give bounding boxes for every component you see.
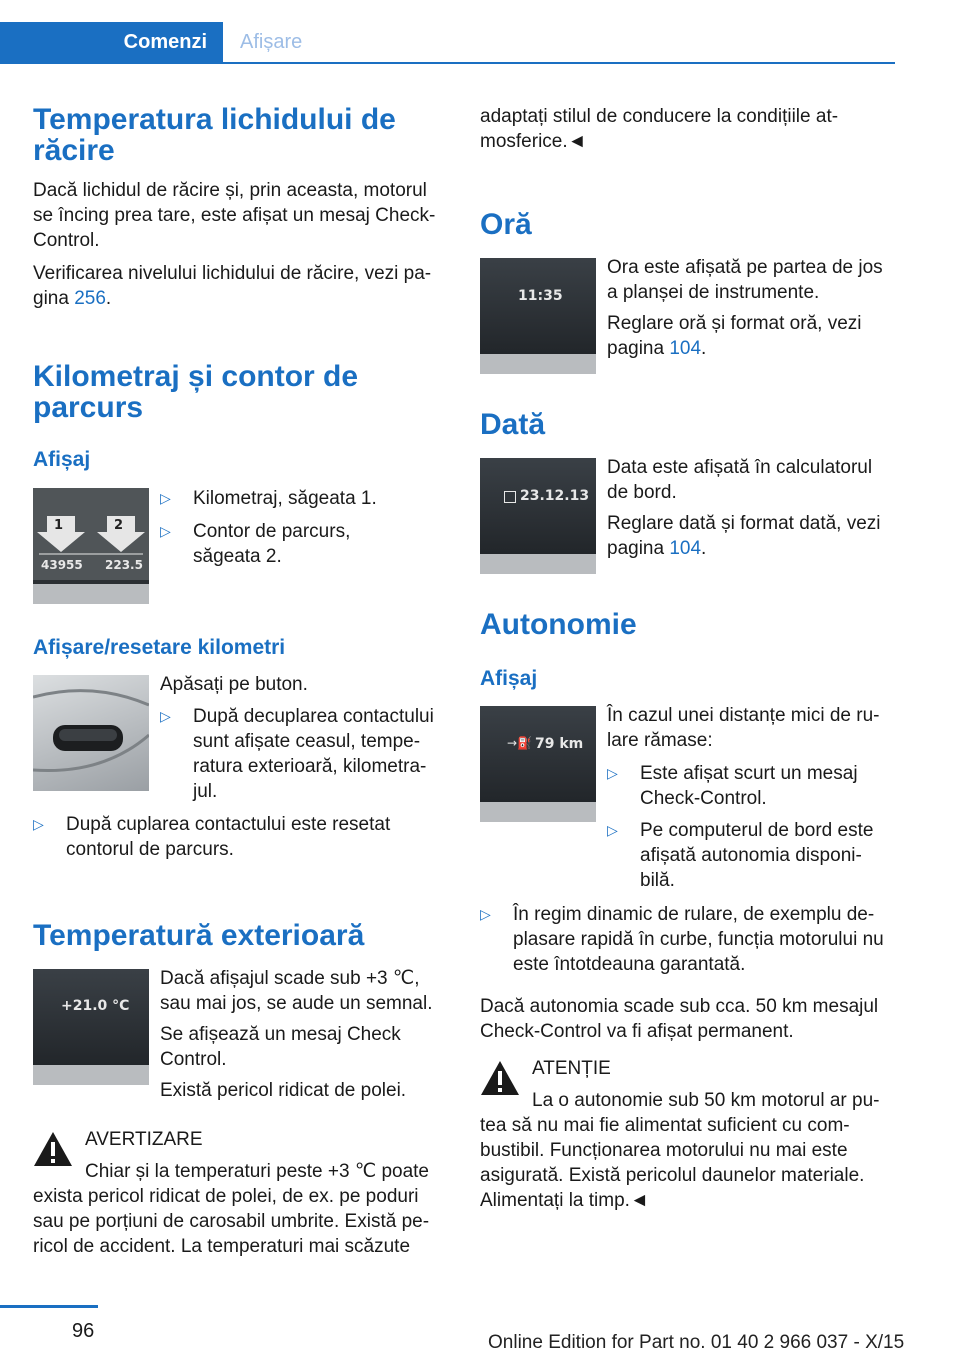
page-link-104[interactable]: 104 [669, 538, 702, 559]
odometer-trip-value: 223.5 [105, 558, 143, 572]
range-text-2: Dacă autonomia scade sub cca. 50 km mesajul Check-Control va fi afișat permanent. [480, 996, 879, 1042]
bullet-triangle-icon: ▷ [160, 490, 171, 506]
outside-temp-title: Temperatură exterioară [33, 919, 365, 952]
arrow-1-label: 1 [54, 518, 64, 533]
page-number: 96 [72, 1320, 95, 1342]
outside-temp-value: +21.0 °C [61, 998, 130, 1014]
odometer-km-value: 43955 [41, 558, 83, 572]
calendar-icon [504, 491, 516, 503]
tab-afisare[interactable]: Afișare [240, 30, 303, 53]
bullet-triangle-icon: ▷ [607, 765, 618, 781]
outside-temp-text-3: Există pericol ridicat de polei. [160, 1080, 407, 1101]
clock-title: Oră [480, 208, 532, 241]
coolant-ref: Verificarea nivelului lichidului de răcire, vezi pa-gina 256. [33, 263, 432, 309]
date-image [480, 458, 596, 574]
clock-image [480, 258, 596, 374]
reset-button-image [33, 675, 149, 791]
range-value: 79 km [535, 736, 584, 752]
bullet-triangle-icon: ▷ [160, 708, 171, 724]
footer-rule [0, 1305, 98, 1308]
warning-continuation: adaptați stilul de conducere la condițiile at-mosferice.◄ [480, 106, 839, 152]
range-image [480, 706, 596, 822]
date-value: 23.12.13 [520, 488, 590, 504]
odometer-subtitle-reset: Afișare/resetare kilometri [33, 636, 286, 659]
warning-label: AVERTIZARE [85, 1129, 203, 1150]
clock-value: 11:35 [518, 288, 563, 304]
outside-temp-text-2: Se afișează un mesaj Check Control. [160, 1024, 401, 1070]
range-title: Autonomie [480, 608, 637, 641]
warning-text: Chiar și la temperaturi peste +3 ℃ poate exista pericol ridicat de polei, de ex. pe poduri sau pe porțiuni de carosabil umbrite. Există pe-ricol de accident. La temperaturi mai scăzute [33, 1161, 430, 1257]
range-subtitle: Afișaj [480, 667, 538, 690]
bullet-triangle-icon: ▷ [480, 906, 491, 922]
tab-comenzi[interactable]: Comenzi [0, 22, 223, 62]
odometer-title: Kilometraj și contor de parcurs [33, 360, 359, 424]
page-link-256[interactable]: 256 [74, 288, 106, 309]
date-text-2: Reglare dată și format dată, vezi pagina 104. [607, 513, 881, 559]
header-divider [0, 62, 895, 64]
date-title: Dată [480, 408, 546, 441]
odometer-image [33, 488, 149, 604]
header-tabs [0, 22, 895, 62]
clock-text-2: Reglare oră și format oră, vezi pagina 104. [607, 313, 862, 359]
edition-line: Online Edition for Part no. 01 40 2 966 037 - X/15 [488, 1332, 905, 1353]
date-text-1: Data este afișată în calculatorul de bord. [607, 457, 873, 503]
page-link-104[interactable]: 104 [669, 338, 702, 359]
coolant-title: Temperatura lichidului de răcire [33, 103, 396, 167]
image-bottom-strip [33, 584, 149, 604]
caution-text: La o autonomie sub 50 km motorul ar pu-tea să nu mai fie alimentat suficient cu com-bustibil. Funcționarea motorului nu mai este asigurată. Există pericolul daunelor materiale. Alimentați la timp.◄ [480, 1090, 880, 1211]
fuel-pump-icon: →⛽ [507, 736, 532, 750]
caution-label: ATENȚIE [532, 1058, 611, 1079]
outside-temp-image [33, 969, 149, 1085]
reset-instruction: Apăsați pe buton. [160, 674, 308, 695]
clock-text-1: Ora este afișată pe partea de jos a planșei de instrumente. [607, 257, 883, 303]
button-illustration [33, 675, 149, 791]
coolant-text: Dacă lichidul de răcire și, prin aceasta, motorul se încing prea tare, este afișat un mesaj Check-Control. [33, 180, 436, 251]
odometer-subtitle-display: Afișaj [33, 448, 91, 471]
bullet-triangle-icon: ▷ [33, 816, 44, 832]
range-text-1: În cazul unei distanțe mici de ru-lare rămase: [607, 705, 880, 751]
arrow-2-label: 2 [114, 518, 124, 533]
outside-temp-text-1: Dacă afișajul scade sub +3 ℃, sau mai jos, se aude un semnal. [160, 968, 433, 1014]
bullet-triangle-icon: ▷ [607, 822, 618, 838]
bullet-triangle-icon: ▷ [160, 523, 171, 539]
